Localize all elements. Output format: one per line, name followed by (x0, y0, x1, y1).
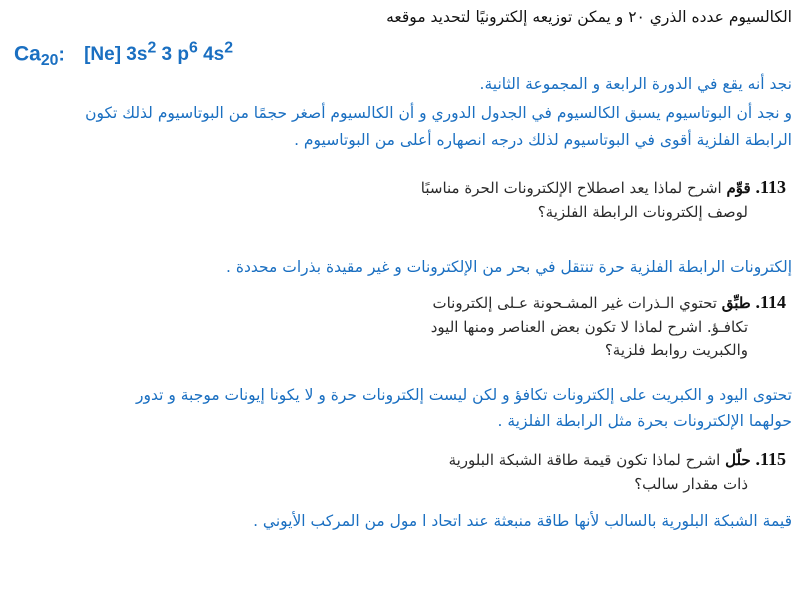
question-number: 114. (755, 292, 786, 312)
config-exp-1: 2 (147, 40, 157, 57)
question-number: 115. (755, 449, 786, 469)
answer-113: إلكترونات الرابطة الفلزية حرة تنتقل في بحر من الإلكترونات و غير مقيدة بذرات محددة . (225, 258, 792, 276)
formula-subscript: 20 (40, 52, 59, 70)
formula-symbol: Ca (14, 42, 41, 66)
question-verb: حلّل (725, 451, 751, 469)
question-number: 113. (755, 177, 786, 197)
question-text-2: تكافـؤ. اشرح لماذا لا تكون بعض العناصر ومنها اليود (430, 318, 748, 336)
formula-colon: : (58, 44, 65, 66)
question-text-1: اشرح لماذا يعد اصطلاح الإلكترونات الحرة مناسبًا (420, 179, 727, 197)
answer-114-line-1: تحتوى اليود و الكبريت على إلكترونات تكافؤ و لكن ليست إلكترونات حرة و لا يكونا إيونات موجبة و تدور (135, 386, 792, 404)
config-prefix: [Ne] 3s (84, 44, 148, 66)
question-115 (449, 449, 786, 493)
intro-line-3: و نجد أن البوتاسيوم يسبق الكالسيوم في الجدول الدوري و أن الكالسيوم أصغر حجمًا من البوتاسيوم لذلك تكون (85, 104, 792, 122)
config-mid: 3 p (156, 44, 189, 66)
question-verb: طبِّق (721, 294, 751, 312)
intro-line-1: الكالسيوم عدده الذري ٢٠ و يمكن توزيعه إلكترونيًا لتحديد موقعه (386, 8, 792, 26)
answer-115: قيمة الشبكة البلورية بالسالب لأنها طاقة منبعثة عند اتحاد ا مول من المركب الأيوني . (253, 512, 792, 530)
intro-line-2: نجد أنه يقع في الدورة الرابعة و المجموعة الثانية. (479, 75, 792, 93)
question-text-1: تحتوي الـذرات غير المشـحونة عـلى إلكترونات (432, 294, 722, 312)
answer-114-line-2: حولهما الإلكترونات بحرة مثل الرابطة الفلزية . (497, 412, 792, 430)
config-exp-3: 2 (224, 40, 234, 57)
formula-config (84, 40, 234, 66)
question-text-2: ذات مقدار سالب؟ (634, 475, 748, 493)
question-text-1: اشرح لماذا تكون قيمة طاقة الشبكة البلورية (448, 451, 726, 469)
intro-line-4: الرابطة الفلزية أقوى في البوتاسيوم لذلك درجه انصهاره أعلى من البوتاسيوم . (294, 131, 792, 149)
config-mid-2: 4s (197, 44, 225, 66)
electron-configuration (14, 40, 233, 70)
config-exp-2: 6 (188, 40, 198, 57)
question-verb: قوِّم (726, 179, 751, 197)
question-114 (431, 292, 786, 359)
question-text-3: والكبريت روابط فلزية؟ (604, 341, 748, 359)
question-text-2: لوصف إلكترونات الرابطة الفلزية؟ (537, 203, 748, 221)
question-113 (421, 177, 786, 221)
